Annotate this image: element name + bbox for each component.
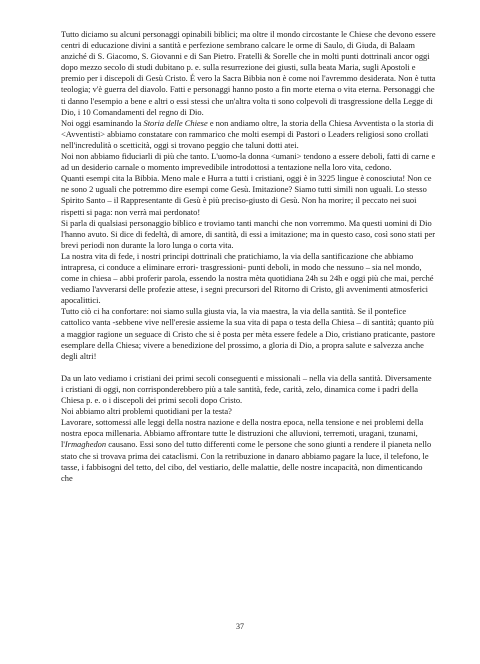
paragraph: Noi non abbiamo fiduciarli di più che tanto. L'uomo-la donna <umani> tendono a essere deboli, fatti di carne e ad un desiderio carnale o momento imprevedibile introdottosi a tentazione nella loro vita, cedono. [61,151,436,173]
paragraph: Da un lato vediamo i cristiani dei primi secoli conseguenti e missionali – nella via della santità. Diversamente i cristiani di oggi, non corrisponderebbero più a tale santità, fede, carità, zelo, dinamica come i padri della Chiesa p. e. o i discepoli dei primi secoli dopo Cristo. [61,372,432,406]
paragraph: Quanti esempi cita la Bibbia. Meno male e Hurra a tutti i cristiani, oggi è in 3225 lingue è conosciuta! Non ce ne sono 2 uguali che potremmo dire esempi come Gesù. Imitazione? Siamo tutti simili non uguali. Lo stesso Spirito Santo – il Rappresentante di Gesù è più preciso-giusto di Gesù. Non ha morire; il peccato nei suoi rispetti si paga: non verrà mai perdonato! [61,173,432,217]
paragraph: Tutto diciamo su alcuni personaggi opinabili biblici; ma oltre il mondo circostante le Chiese che devono essere centri di educazione divini a santità e perfezione sembrano calcare le orme di Saulo, di Giuda, di Balaam anziché di S. Giacomo, S. Giovanni e di San Pietro. Fratelli & Sorelle che in molti punti dottrinali ancor oggi dopo mezzo secolo di studi dubitano p. e. sulla resurrezione dei giusti, sulla beata Maria, sugli Apostoli e premio per i discepoli di Gesù Cristo. É vero la Sacra Bibbia non è come noi l'avremmo desiderata. Non è tutta teologia; v'è guerra del diavolo. Fatti e personaggi hanno posto a fin morte eterna o vita eterna. Personaggi che ti danno l'esempio a bene e altri o essi stessi che un'altra volta ti sono colpevoli di trasgressione della Legge di Dio, i 10 Comandamenti del regno di Dio. [61,29,436,117]
paragraph: Si parla di qualsiasi personaggio biblico e troviamo tanti manchi che non vorremmo. Ma questi uomini di Dio l'hanno avuto. Si dice di fedeltà, di amore, di santità, di essi a imitazione; ma in questo caso, così sono stati per brevi periodi non durante la loro lunga o corta vita. [61,217,436,250]
paragraph: Tutto ciò ci ha confortare: noi siamo sulla giusta via, la via maestra, la via della santità. Se il pontefice cattolico vanta -sebbene vive nell'eresie assieme la sua vita di papa o testa della Chiesa – di santità; quanto più a maggior ragione un seguace di Cristo che si è posta per mèta essere fedele a Dio, cristiano praticante, pastore esemplare della Chiesa; vivere a benedizione del prossimo, a gloria di Dio, a propra salute e salvezza anche degli altri! [61,306,436,361]
italic-title: Storia delle Chiese [143,117,208,128]
paragraph: Noi abbiamo altri problemi quotidiani per la testa? [61,406,232,417]
paragraph: La nostra vita di fede, i nostri principi dottrinali che pratichiamo, la via della santificazione che abbiamo intrapresa, ci conduce a eliminare errori- trasgressioni- punti deboli, in modo che nessuno – sia nel mondo, come in chiesa – abbi proferir parola, essendo la nostra mèta quotidiana 24h su 24h e oggi più che mai, perché vediamo l'avverarsi delle profezie attese, i segni precursori del Ritorno di Cristo, gli avvenimenti atmosferici apocalittici. [61,250,434,306]
page-number: 37 [236,622,244,631]
italic-title: Irmaghedon [64,439,107,450]
body-text [61,29,436,484]
paragraph: Lavorare, sottomessi alle leggi della nostra nazione e della nostra epoca, nella tensione e nei problemi della nostra epoca millenaria. Abbiamo affrontare tutte le distruzioni che alluvioni, terremoti, uragani, tzunami, l'Irmaghedon causano. Essi sono del tutto differenti come le persone che sono giunti a rendere il pianeta nello stato che si trovava prima dei cataclismi. Con la retribuzione in danaro abbiamo pagare la luce, il telefono, le tasse, i fabbisogni del tetto, del cibo, del vestiario, delle malattie, delle nostre incapacità, non dimenticando che [61,417,432,483]
paragraph: Noi oggi esaminando la Storia delle Chiese e non andiamo oltre, la storia della Chiesa Avventista o la storia di <Avventisti> abbiamo constatare con rammarico che molti esempi di Pastori o Leaders religiosi sono crollati nell'incredulità o scetticità, oggi si trovano peggio che taluni dotti atei. [61,117,434,150]
